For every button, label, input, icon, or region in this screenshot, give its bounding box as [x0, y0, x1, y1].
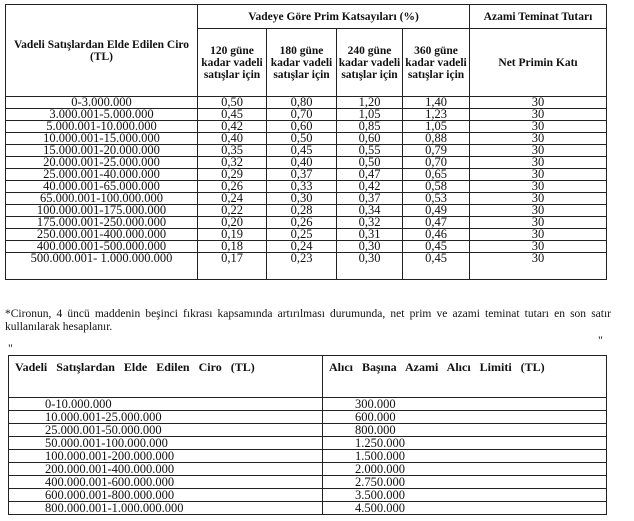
- coef-360-cell: 0,53: [403, 193, 470, 205]
- coef-120-cell: 0,50: [198, 97, 267, 109]
- term-240-header: 240 güne kadar vadeli satışlar için: [337, 29, 403, 97]
- revenue-cell: 200.000.001-400.000.000: [9, 463, 323, 476]
- buyer-limit-table: [8, 355, 607, 515]
- coef-360-cell: 0,46: [403, 229, 470, 241]
- coef-240-cell: 0,37: [337, 193, 403, 205]
- coef-120-cell: 0,29: [198, 169, 267, 181]
- coef-180-cell: 0,40: [267, 157, 337, 169]
- coef-240-cell: 0,31: [337, 229, 403, 241]
- revenue-cell: 65.000.001-100.000.000: [6, 193, 198, 205]
- net-premium-multiple-cell: 30: [470, 181, 607, 193]
- coef-120-cell: 0,40: [198, 133, 267, 145]
- coef-360-cell: 0,88: [403, 133, 470, 145]
- net-premium-multiple-cell: 30: [470, 229, 607, 241]
- net-premium-multiple-cell: 30: [470, 241, 607, 253]
- term-120-header: 120 güne kadar vadeli satışlar için: [198, 29, 267, 97]
- buyer-limit-cell: 600.000: [323, 411, 607, 424]
- net-premium-multiple-cell: 30: [470, 121, 607, 133]
- coef-360-cell: 0,70: [403, 157, 470, 169]
- revenue-cell: 50.000.001-100.000.000: [9, 437, 323, 450]
- table-row: [9, 502, 607, 515]
- coef-240-cell: 1,20: [337, 97, 403, 109]
- coef-240-cell: 0,30: [337, 241, 403, 253]
- table-row: [9, 489, 607, 502]
- premium-coefficient-table: [5, 4, 607, 280]
- coef-240-cell: 0,60: [337, 133, 403, 145]
- coef-240-cell: 0,55: [337, 145, 403, 157]
- table-row: [9, 437, 607, 450]
- net-premium-multiple-cell: 30: [470, 205, 607, 217]
- coef-120-cell: 0,17: [198, 253, 267, 280]
- term-180-header: 180 güne kadar vadeli satışlar için: [267, 29, 337, 97]
- coef-180-cell: 0,23: [267, 253, 337, 280]
- coef-360-cell: 0,58: [403, 181, 470, 193]
- buyer-limit-cell: 4.500.000: [323, 502, 607, 515]
- revenue-column-header-2: Vadeli Satışlardan Elde Edilen Ciro (TL): [9, 356, 323, 398]
- coef-360-cell: 1,23: [403, 109, 470, 121]
- revenue-cell: 3.000.001-5.000.000: [6, 109, 198, 121]
- table-row: [9, 398, 607, 411]
- coef-240-cell: 0,42: [337, 181, 403, 193]
- revenue-cell: 175.000.001-250.000.000: [6, 217, 198, 229]
- net-premium-multiple-cell: 30: [470, 97, 607, 109]
- net-premium-multiple-cell: 30: [470, 133, 607, 145]
- coef-360-cell: 0,45: [403, 253, 470, 280]
- net-premium-multiple-cell: 30: [470, 217, 607, 229]
- premium-table-body: [6, 97, 607, 280]
- revenue-cell: 100.000.001-175.000.000: [6, 205, 198, 217]
- coef-240-cell: 1,05: [337, 109, 403, 121]
- coef-180-cell: 0,37: [267, 169, 337, 181]
- revenue-cell: 20.000.001-25.000.000: [6, 157, 198, 169]
- coef-120-cell: 0,19: [198, 229, 267, 241]
- net-premium-multiple-cell: 30: [470, 253, 607, 280]
- term-360-header: 360 güne kadar vadeli satışlar için: [403, 29, 470, 97]
- coef-120-cell: 0,20: [198, 217, 267, 229]
- revenue-cell: 400.000.001-600.000.000: [9, 476, 323, 489]
- coef-120-cell: 0,35: [198, 145, 267, 157]
- revenue-cell: 10.000.001-25.000.000: [9, 411, 323, 424]
- revenue-cell: 10.000.001-15.000.000: [6, 133, 198, 145]
- net-premium-header: Net Primin Katı: [470, 29, 607, 97]
- coef-360-cell: 0,65: [403, 169, 470, 181]
- coef-180-cell: 0,26: [267, 217, 337, 229]
- revenue-cell: 15.000.001-20.000.000: [6, 145, 198, 157]
- coef-180-cell: 0,80: [267, 97, 337, 109]
- footnote: *Cironun, 4 üncü maddenin beşinci fıkrası kapsamında artırılması durumunda, net prim ve azami teminat tutarı en son satır kullanılarak hesaplanır.: [5, 308, 611, 333]
- coef-180-cell: 0,50: [267, 133, 337, 145]
- coef-120-cell: 0,24: [198, 193, 267, 205]
- coef-180-cell: 0,33: [267, 181, 337, 193]
- coef-360-cell: 0,45: [403, 241, 470, 253]
- revenue-column-header: Vadeli Satışlardan Elde Edilen Ciro (TL): [6, 5, 198, 97]
- revenue-cell: 100.000.001-200.000.000: [9, 450, 323, 463]
- coef-360-cell: 1,40: [403, 97, 470, 109]
- table-row: [9, 424, 607, 437]
- coef-120-cell: 0,42: [198, 121, 267, 133]
- premium-coefficients-group-header: Vadeye Göre Prim Katsayıları (%): [198, 5, 470, 29]
- revenue-cell: 400.000.001-500.000.000: [6, 241, 198, 253]
- coef-240-cell: 0,47: [337, 169, 403, 181]
- coef-180-cell: 0,25: [267, 229, 337, 241]
- coef-360-cell: 0,47: [403, 217, 470, 229]
- buyer-limit-cell: 300.000: [323, 398, 607, 411]
- max-coverage-header: Azami Teminat Tutarı: [470, 5, 607, 29]
- coef-240-cell: 0,85: [337, 121, 403, 133]
- net-premium-multiple-cell: 30: [470, 145, 607, 157]
- closing-quote-mark: ": [598, 333, 603, 347]
- coef-240-cell: 0,30: [337, 253, 403, 280]
- table-row: [9, 463, 607, 476]
- table-row: [9, 476, 607, 489]
- revenue-cell: 500.000.001- 1.000.000.000: [6, 253, 198, 280]
- buyer-limit-cell: 800.000: [323, 424, 607, 437]
- coef-120-cell: 0,22: [198, 205, 267, 217]
- revenue-cell: 250.000.001-400.000.000: [6, 229, 198, 241]
- coef-360-cell: 0,79: [403, 145, 470, 157]
- coef-240-cell: 0,34: [337, 205, 403, 217]
- coef-180-cell: 0,45: [267, 145, 337, 157]
- net-premium-multiple-cell: 30: [470, 109, 607, 121]
- revenue-cell: 5.000.001-10.000.000: [6, 121, 198, 133]
- revenue-cell: 0-3.000.000: [6, 97, 198, 109]
- coef-120-cell: 0,45: [198, 109, 267, 121]
- table-row: [9, 450, 607, 463]
- coef-180-cell: 0,28: [267, 205, 337, 217]
- net-premium-multiple-cell: 30: [470, 157, 607, 169]
- buyer-limit-cell: 3.500.000: [323, 489, 607, 502]
- buyer-limit-cell: 1.250.000: [323, 437, 607, 450]
- buyer-limit-table-body: [9, 398, 607, 515]
- coef-180-cell: 0,30: [267, 193, 337, 205]
- revenue-cell: 800.000.001-1.000.000.000: [9, 502, 323, 515]
- revenue-cell: 0-10.000.000: [9, 398, 323, 411]
- coef-180-cell: 0,70: [267, 109, 337, 121]
- revenue-cell: 25.000.001-50.000.000: [9, 424, 323, 437]
- net-premium-multiple-cell: 30: [470, 169, 607, 181]
- revenue-cell: 600.000.001-800.000.000: [9, 489, 323, 502]
- coef-360-cell: 0,49: [403, 205, 470, 217]
- buyer-limit-cell: 1.500.000: [323, 450, 607, 463]
- net-premium-multiple-cell: 30: [470, 193, 607, 205]
- coef-180-cell: 0,24: [267, 241, 337, 253]
- revenue-cell: 25.000.001-40.000.000: [6, 169, 198, 181]
- coef-240-cell: 0,32: [337, 217, 403, 229]
- opening-quote-mark: ": [8, 341, 13, 355]
- buyer-limit-column-header: Alıcı Başına Azami Alıcı Limiti (TL): [323, 356, 607, 398]
- table-row: [9, 411, 607, 424]
- coef-240-cell: 0,50: [337, 157, 403, 169]
- buyer-limit-cell: 2.750.000: [323, 476, 607, 489]
- coef-120-cell: 0,18: [198, 241, 267, 253]
- coef-120-cell: 0,26: [198, 181, 267, 193]
- coef-120-cell: 0,32: [198, 157, 267, 169]
- buyer-limit-cell: 2.000.000: [323, 463, 607, 476]
- revenue-cell: 40.000.001-65.000.000: [6, 181, 198, 193]
- table-row: [6, 253, 607, 280]
- coef-180-cell: 0,60: [267, 121, 337, 133]
- coef-360-cell: 1,05: [403, 121, 470, 133]
